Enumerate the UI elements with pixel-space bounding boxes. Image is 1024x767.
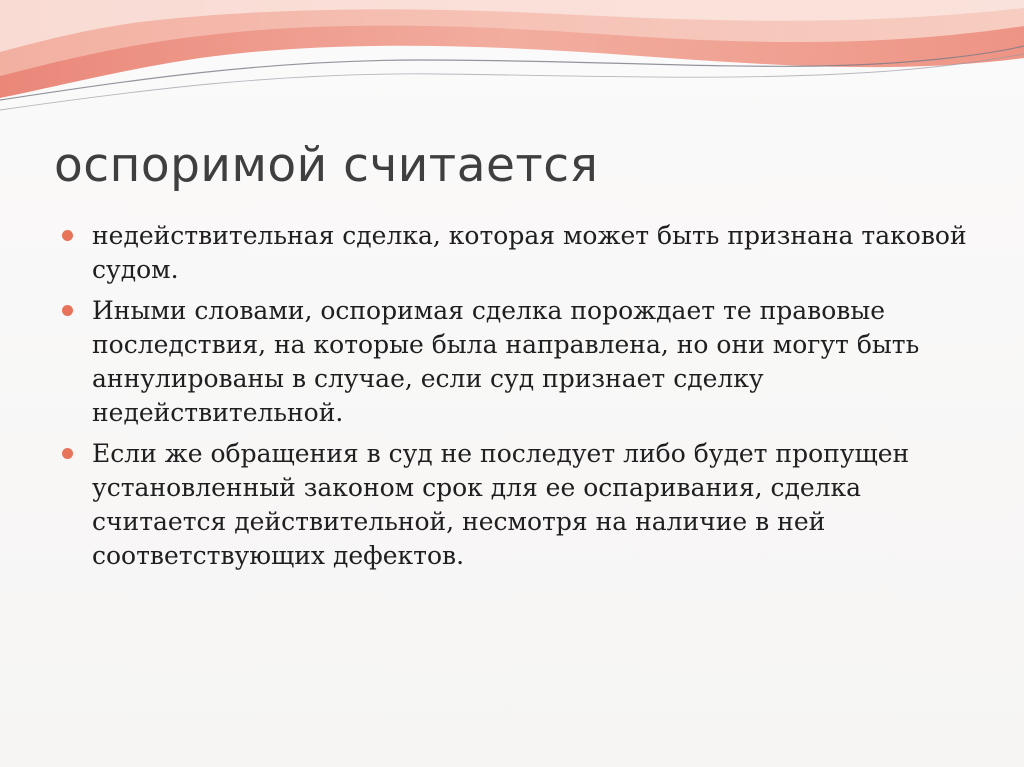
- bullet-item-1: [62, 219, 982, 287]
- bullet-dot-icon: [62, 305, 73, 316]
- bullet-text: Иными словами, оспоримая сделка порождает те правовые последствия, на которые была направлена, но они могут быть аннулированы в случае, если суд признает сделку недействительной.: [92, 296, 920, 427]
- bullet-dot-icon: [62, 230, 73, 241]
- header-wave-decoration: [0, 0, 1024, 140]
- bullet-dot-icon: [62, 448, 73, 459]
- bullet-list: [62, 219, 982, 580]
- bullet-item-3: [62, 437, 982, 573]
- bullet-text: Если же обращения в суд не последует либо будет пропущен установленный законом срок для ее оспаривания, сделка считается действительной, несмотря на наличие в ней соответствующих дефектов.: [92, 439, 910, 570]
- bullet-item-2: [62, 294, 982, 430]
- slide-title: оспоримой считается: [54, 138, 599, 193]
- bullet-text: недействительная сделка, которая может быть признана таковой судом.: [92, 221, 967, 284]
